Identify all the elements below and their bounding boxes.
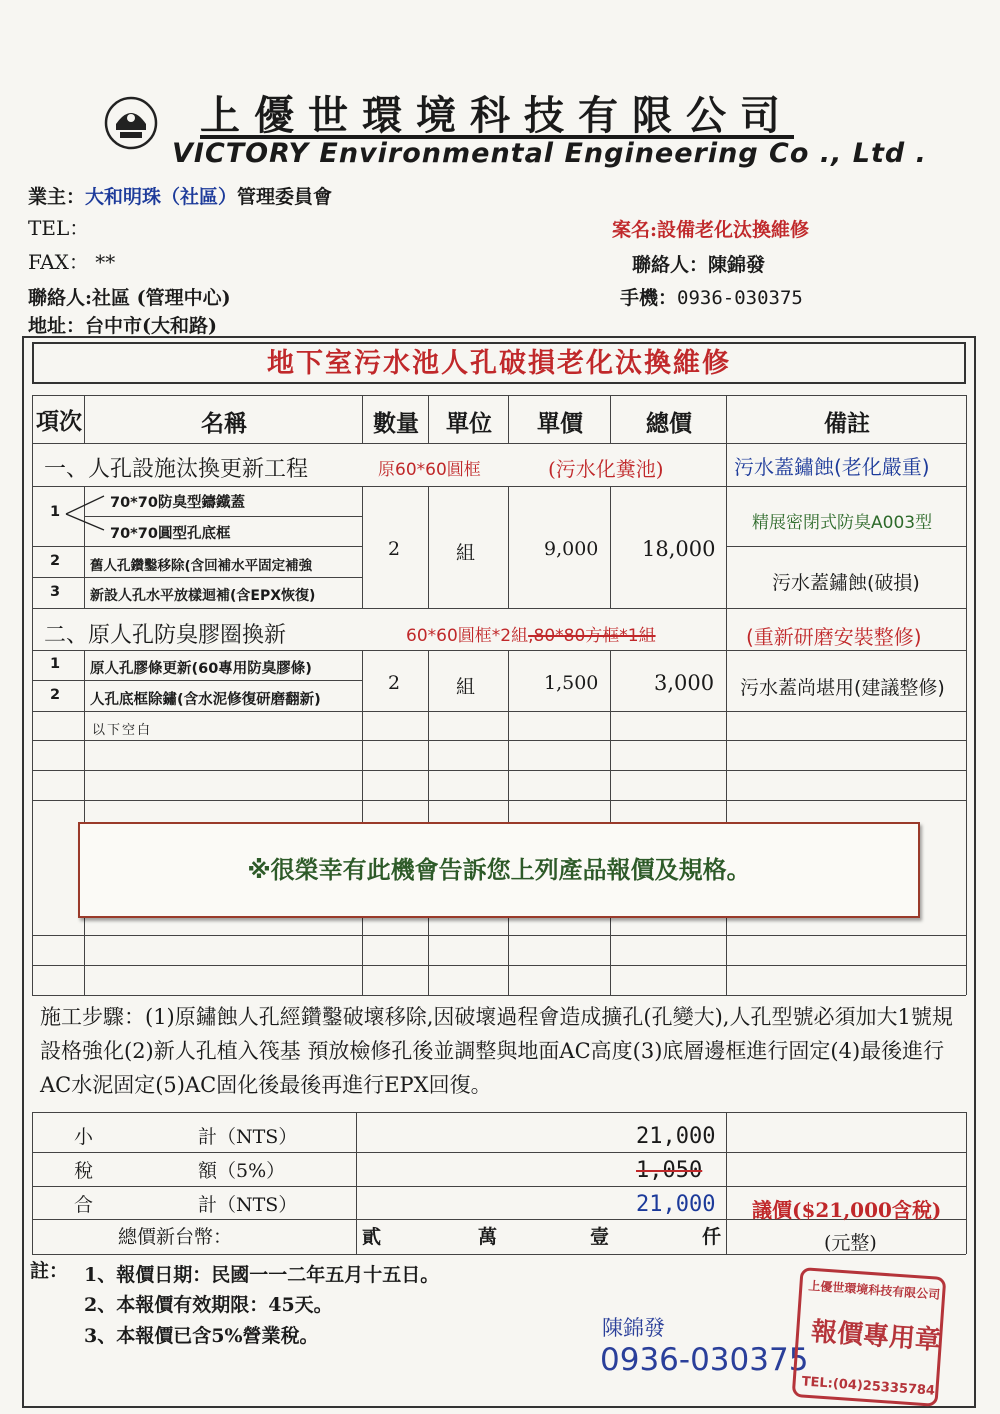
- note-3: 3、本報價已含5%營業稅。: [84, 1325, 319, 1347]
- negotiated-price: 議價($21,000含稅): [752, 1198, 942, 1222]
- col-header-item: 項次: [36, 408, 82, 435]
- total-label-b: 計（NTS）: [198, 1194, 298, 1216]
- tax-label-b: 額（5%）: [198, 1160, 286, 1182]
- col-header-unit: 單位: [446, 410, 492, 437]
- total-value: 21,000: [636, 1192, 716, 1217]
- item-1-1-no: 1: [50, 504, 61, 520]
- item-1-2-no: 2: [50, 553, 61, 569]
- item-2-1-name: 原人孔膠條更新(60專用防臭膠條): [90, 661, 312, 677]
- blank-note: 以下空白: [92, 723, 153, 738]
- item-1-1-name-b: 70*70圓型孔底框: [110, 526, 231, 542]
- section-1-remark: 污水蓋鏽蝕(老化嚴重): [734, 455, 930, 479]
- case-name: 案名:設備老化汰換維修: [612, 219, 810, 241]
- signature-phone: 0936-030375: [600, 1342, 809, 1378]
- quotation-title: 地下室污水池人孔破損老化汰換維修: [32, 342, 966, 384]
- subtotal-label-b: 計（NTS）: [198, 1126, 298, 1148]
- section-1-total: 18,000: [642, 537, 716, 561]
- project-contact: 聯絡人：陳錦發: [632, 254, 766, 276]
- section-2-title: 二、原人孔防臭膠圈換新: [44, 623, 287, 648]
- subtotal-value: 21,000: [636, 1124, 716, 1149]
- item-2-2-no: 2: [50, 687, 61, 703]
- words-char-4: 仟: [702, 1226, 722, 1248]
- col-header-qty: 數量: [373, 410, 419, 437]
- section-1-unit: 組: [456, 542, 476, 564]
- section-2-unit: 組: [456, 676, 476, 698]
- item-1-1-name-a: 70*70防臭型鑄鐵蓋: [110, 495, 245, 511]
- tax-label-a: 稅: [74, 1160, 94, 1182]
- section-1-qty: 2: [388, 538, 401, 560]
- company-logo: [104, 96, 158, 150]
- section-2-price: 1,500: [544, 672, 599, 694]
- section-1-remark-a: 精展密閉式防臭A003型: [752, 513, 933, 533]
- tel-line: TEL：: [28, 216, 90, 240]
- notes-label: 註：: [30, 1260, 69, 1282]
- words-char-1: 貳: [362, 1226, 382, 1248]
- bracket-icon: [64, 490, 114, 540]
- note-2: 2、本報價有效期限：45天。: [84, 1294, 333, 1316]
- construction-steps: 施工步驟：(1)原鏽蝕人孔經鑽鑿破壞移除,因破壞過程會造成擴孔(孔變大),人孔型號必須加大1號規設格強化(2)新人孔植入筏基 預放檢修孔後並調整與地面AC高度(3)底層邊框進行固定(4)最後進行AC水泥固定(5)AC固化後最後再進行EPX回復。: [40, 1005, 953, 1097]
- section-2-remark: (重新研磨安裝整修): [746, 625, 922, 649]
- notice-box: ※很榮幸有此機會告訴您上列產品報價及規格。: [78, 822, 920, 918]
- col-header-total: 總價: [646, 410, 692, 437]
- stamp-tel: TEL:(04)25335784: [801, 1374, 936, 1399]
- stamp-text: 報價專用章: [810, 1316, 942, 1356]
- section-1-spec: 原60*60圓框: [378, 460, 481, 480]
- item-2-2-name: 人孔底框除鏽(含水泥修復研磨翻新): [90, 692, 321, 708]
- words-label: 總價新台幣：: [118, 1226, 233, 1248]
- address-line: 地址：台中市(大和路): [28, 315, 217, 337]
- col-header-price: 單價: [537, 410, 583, 437]
- section-2-qty: 2: [388, 672, 401, 694]
- section-2-total: 3,000: [654, 671, 715, 695]
- fax-line: FAX： **: [28, 250, 116, 274]
- owner-line: 業主：大和明珠（社區）管理委員會: [28, 186, 333, 208]
- contact-line: 聯絡人:社區 (管理中心): [28, 287, 231, 309]
- stamp-company: 上優世環境科技有限公司: [807, 1278, 941, 1302]
- tax-value: 1,050: [636, 1158, 703, 1183]
- section-2-spec: 60*60圓框*2組,80*80方框*1組: [406, 626, 656, 646]
- total-label-a: 合: [74, 1194, 94, 1216]
- section-1-title: 一、人孔設施汰換更新工程: [44, 457, 309, 482]
- section-1-price: 9,000: [544, 538, 599, 560]
- project-mobile: 手機：0936-030375: [620, 287, 803, 309]
- section-2-remark-a: 污水蓋尚堪用(建議整修): [740, 677, 945, 699]
- company-name-en: VICTORY Environmental Engineering Co ., Ltd .: [172, 138, 927, 169]
- note-1: 1、報價日期：民國一一二年五月十五日。: [84, 1264, 440, 1286]
- signature-name: 陳錦發: [602, 1316, 665, 1340]
- section-1-remark-b: 污水蓋鏽蝕(破損): [772, 572, 920, 594]
- col-header-name: 名稱: [201, 410, 247, 437]
- col-header-remark: 備註: [824, 410, 870, 437]
- item-1-3-no: 3: [50, 584, 61, 600]
- words-char-2: 萬: [478, 1226, 498, 1248]
- subtotal-label-a: 小: [74, 1126, 94, 1148]
- company-name-zh: 上優世環境科技有限公司: [200, 92, 794, 139]
- item-2-1-no: 1: [50, 656, 61, 672]
- quotation-stamp: [792, 1267, 947, 1407]
- item-1-3-name: 新設人孔水平放樣迴補(含EPX恢復): [90, 588, 316, 604]
- section-1-spec2: (污水化糞池): [548, 457, 664, 481]
- item-1-2-name: 舊人孔鑽鑿移除(含回補水平固定補強: [90, 558, 313, 574]
- words-suffix: (元整): [824, 1232, 877, 1254]
- words-char-3: 壹: [590, 1226, 610, 1248]
